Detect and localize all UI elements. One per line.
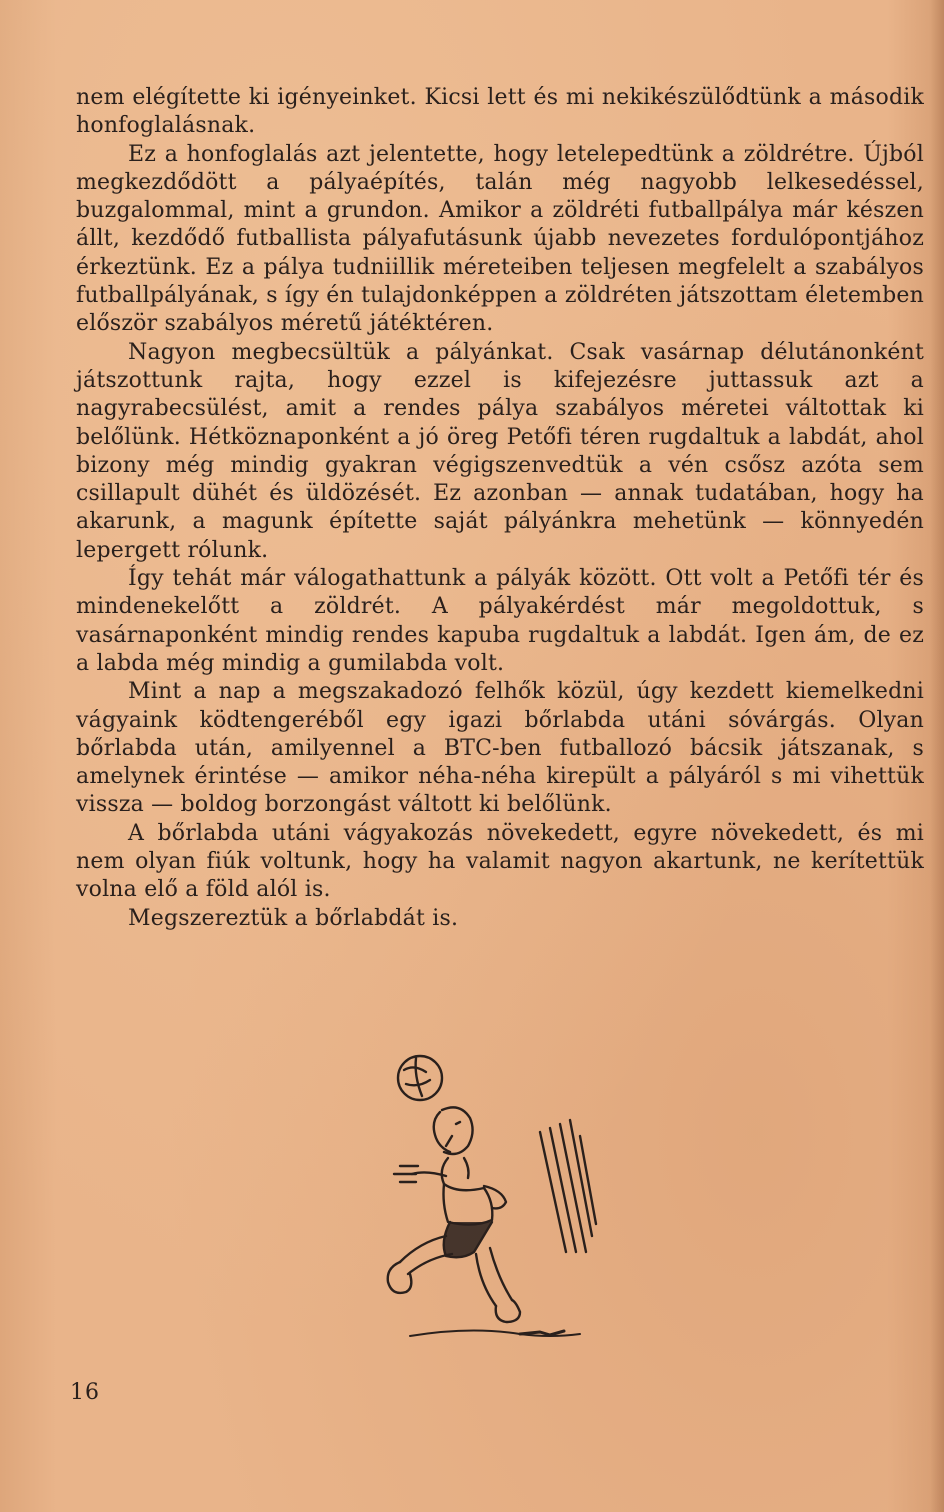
football-icon [398,1056,442,1100]
body-text [76,84,924,933]
paragraph-6: A bőrlabda utáni vágyakozás növekedett, egyre növekedett, és mi nem olyan fiúk voltunk, hogy ha valamit nagyon akartunk, ne kerítettük volna elő a föld alól is. [76,820,924,903]
paragraph-5: Mint a nap a megszakadozó felhők közül, úgy kezdett kiemelkedni vágyaink ködtengeréből egy igazi bőrlabda utáni sóvárgás. Olyan bőrlabda után, amilyennel a BTC-ben futballozó bácsik játszanak, s amelynek érintése — amikor néha-néha kirepült a pályáról s mi vihettük vissza — boldog borzongást váltott ki belőlünk. [76,679,924,818]
paragraph-3: Nagyon megbecsültük a pályánkat. Csak vasárnap délutánonként játszottunk rajta, hogy ezzel is kifejezésre juttassuk azt a nagyrabecsülést, amit a rendes pálya szabályos méretei váltottak ki belőlünk. Hétköznaponként a jó öreg Petőfi téren rugdaltuk a labdát, ahol bizony még mindig gyakran végigszenvedtük a vén csősz azóta sem csillapult dühét és üldözését. Ez azonban — annak tudatában, hogy ha akarunk, a magunk építette saját pályánkra mehetünk — könnyedén lepergett rólunk. [76,339,924,563]
paragraph-1: nem elégítette ki igényeinket. Kicsi lett és mi nekikészülődtünk a második honfoglalásnak. [76,85,924,139]
paragraph-4: Így tehát már válogathattunk a pályák között. Ott volt a Petőfi tér és mindenekelőtt a zöldrét. A pályakérdést már megoldottuk, s vasárnaponként mindig rendes kapuba rugdaltuk a labdát. Igen ám, de ez a labda még mindig a gumilabda volt. [76,566,924,676]
paragraph-7: Megszereztük a bőrlabdát is. [128,905,459,931]
page-edge-shadow [930,0,944,1512]
page-number: 16 [70,1380,100,1405]
paragraph-2: Ez a honfoglalás azt jelentette, hogy letelepedtünk a zöldrétre. Újból megkezdődött a pályaépítés, talán még nagyobb lelkesedéssel, buzgalommal, mint a grundon. Amikor a zöldréti futballpálya már készen állt, kezdődő futballista pályafutásunk újabb nevezetes fordulópontjához érkeztünk. Ez a pálya tudniillik méreteiben teljesen megfelelt a szabályos futballpályának, s így én tulajdonképpen a zöldréten játszottam életemben először szabályos méretű játéktéren. [76,141,924,337]
boy-heading-ball-drawing [360,1040,610,1350]
